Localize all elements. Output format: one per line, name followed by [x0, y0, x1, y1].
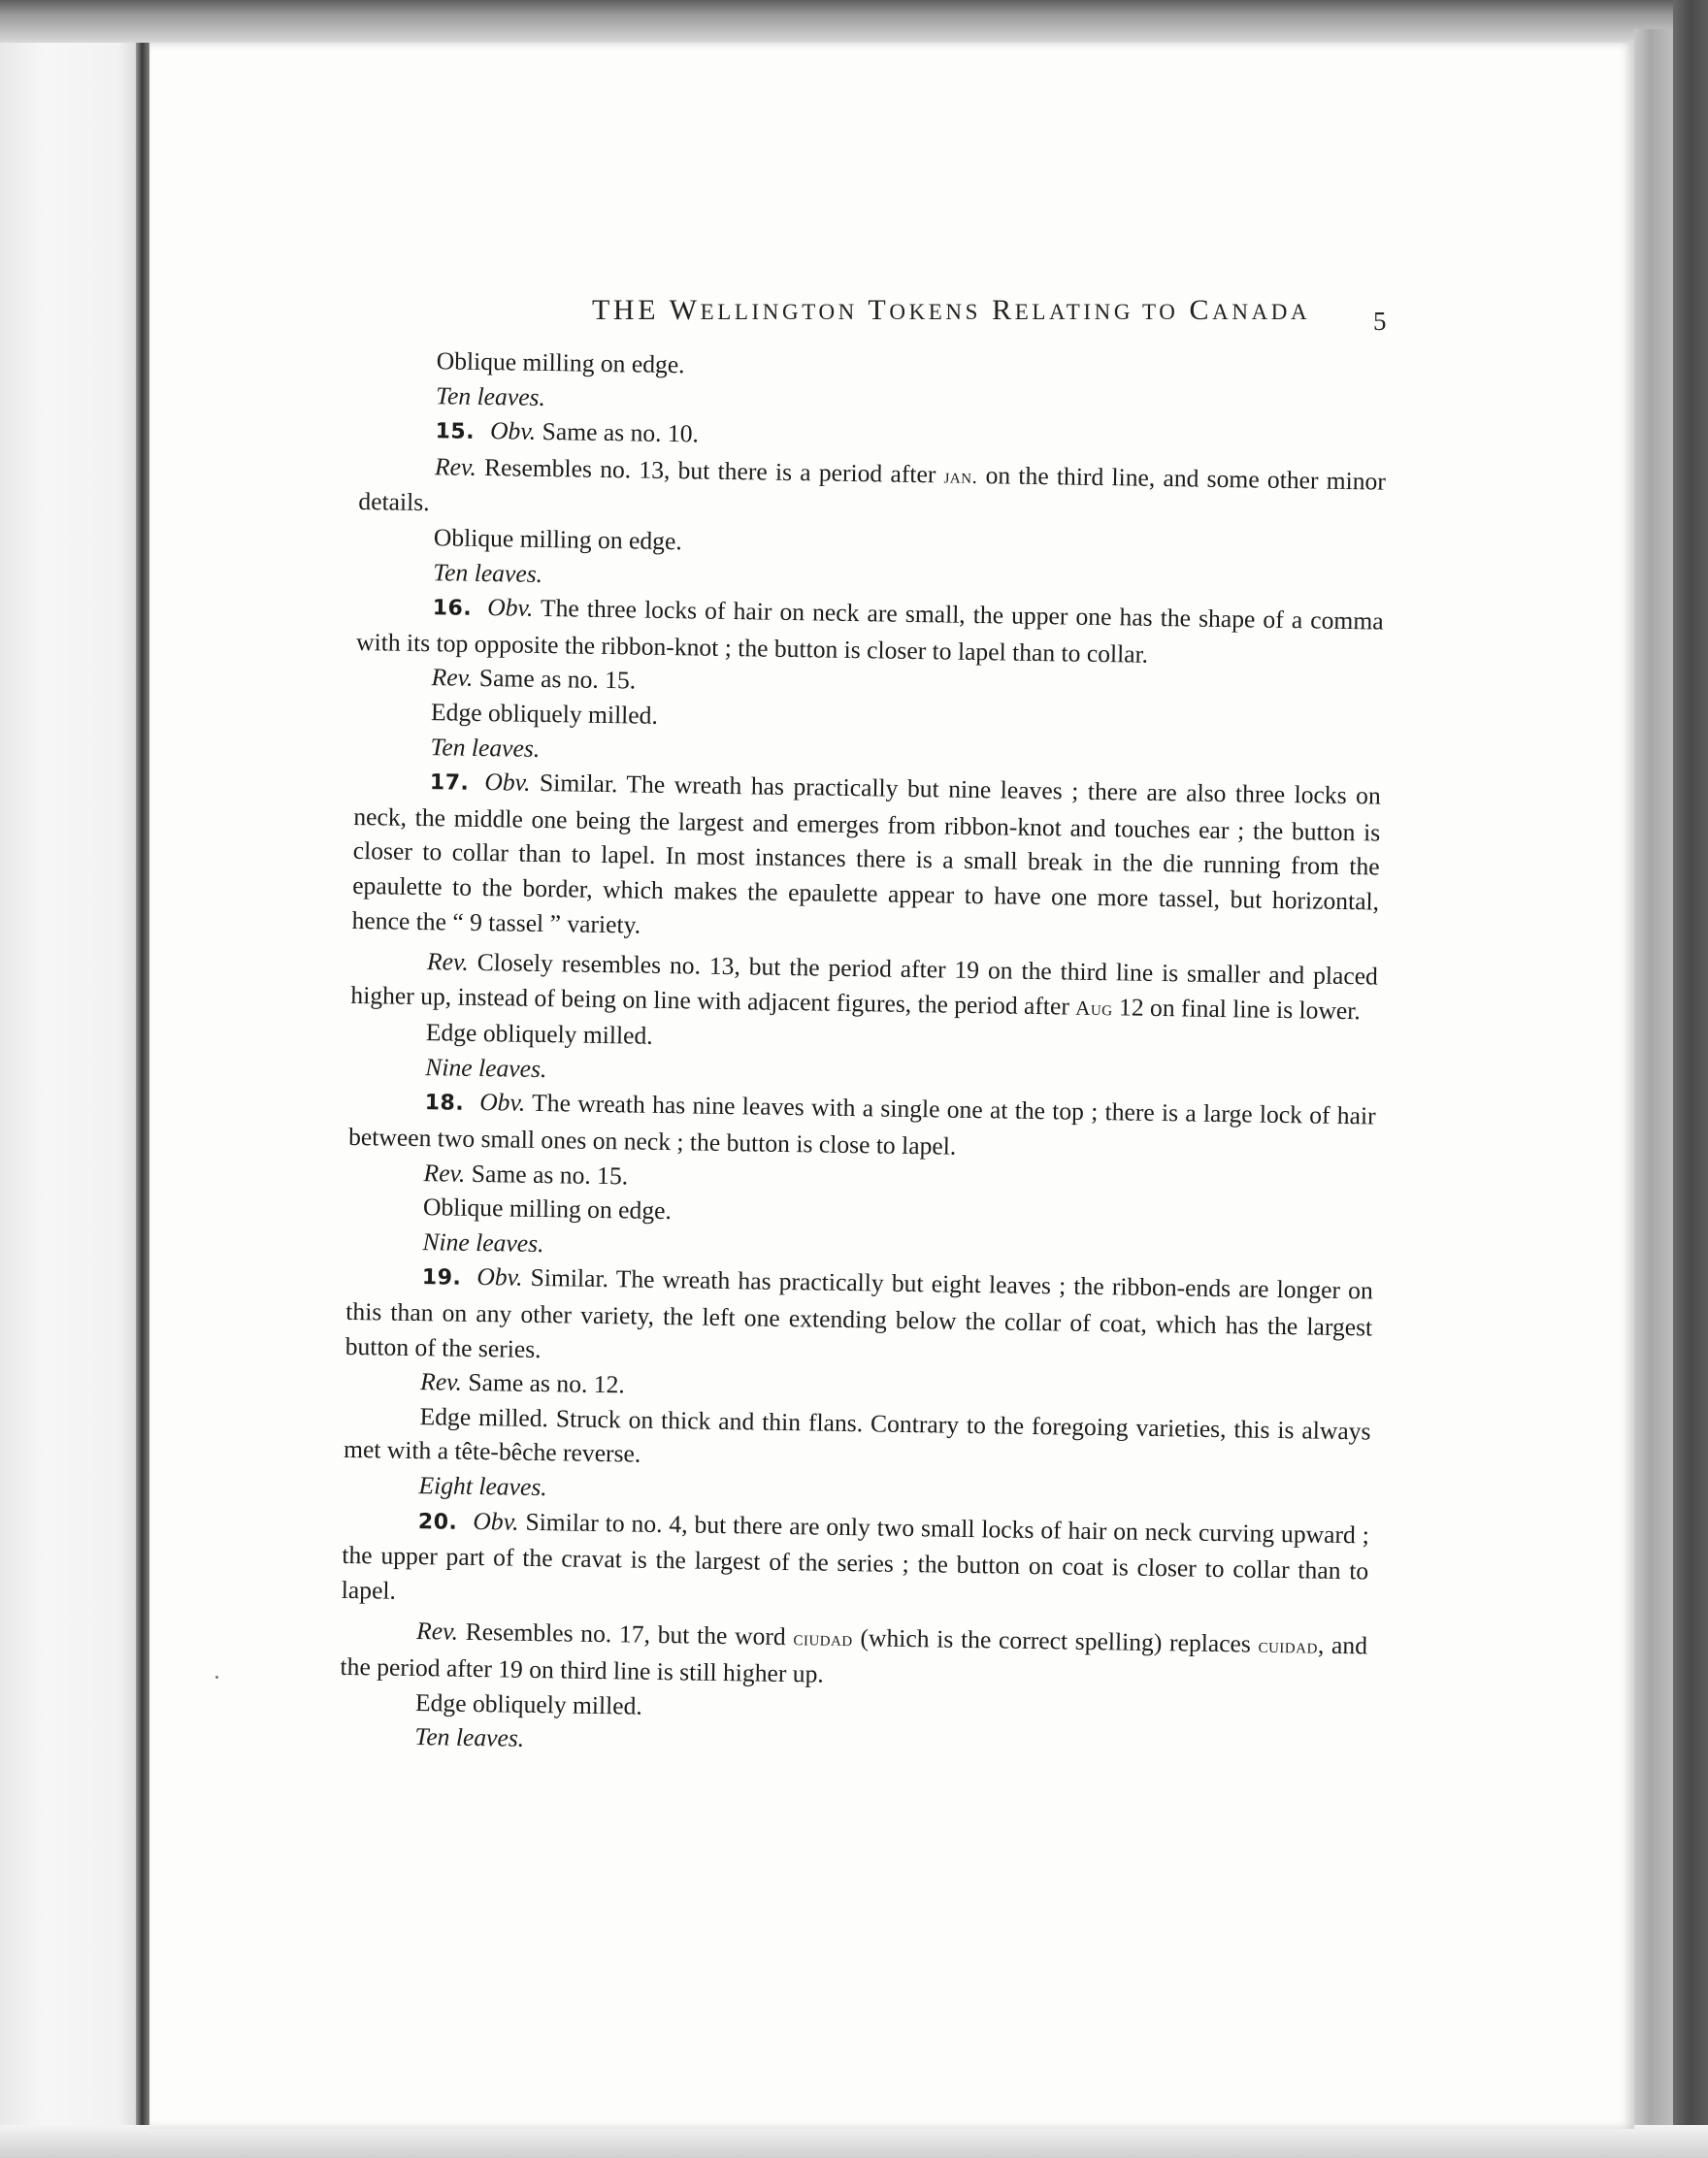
running-head-part: ELATING [1014, 300, 1134, 324]
text-run: Oblique milling on edge. [422, 1193, 673, 1226]
leaf-count: Nine leaves. [422, 1226, 544, 1258]
running-head-part: C [1178, 294, 1213, 326]
scan-top-edge [0, 0, 1708, 43]
text-run: Similar to no. 4, but there are only two small locks of hair on neck curving upward ; the upper part of the cravat is the largest of the series ; the button on coat is closer to collar than to lapel. [341, 1507, 1370, 1605]
text-run: Resembles no. 17, but the word [457, 1618, 794, 1651]
obverse-label: Obv. [486, 593, 534, 622]
obverse-label: Obv. [484, 768, 531, 797]
entry-number: 17. [429, 770, 470, 796]
text-run: 12 on final line is lower. [1112, 992, 1362, 1025]
entry-number: 18. [424, 1091, 465, 1117]
text-run: Same as no. 15. [465, 1159, 629, 1191]
entry-number: 19. [421, 1265, 462, 1292]
body-text [339, 343, 1388, 1769]
leaf-count: Ten leaves. [414, 1722, 525, 1752]
entry-number: 15. [435, 419, 476, 445]
page-number: 5 [1373, 307, 1387, 336]
running-head-part: T [857, 294, 890, 326]
running-head-part: TO [1133, 300, 1179, 324]
text-run: Edge obliquely milled. [430, 698, 659, 730]
reverse-label: Rev. [415, 1617, 459, 1647]
text-run: Same as no. 12. [461, 1367, 626, 1399]
page-fore-edge [1634, 29, 1673, 2135]
text-run: Edge obliquely milled. [425, 1018, 653, 1051]
book-cover-edge [1673, 0, 1708, 2158]
running-head-part: ELLINGTON [700, 300, 858, 324]
book-gutter [136, 0, 149, 2158]
text-run: Similar. The wreath has practically but eight leaves ; the ribbon-ends are longer on this than on any other variety, the left one extending below the collar of coat, which has the largest button of the series. [345, 1263, 1374, 1363]
reverse-label: Rev. [434, 451, 477, 481]
text-run: Resembles no. 13, but there is a period after [476, 452, 944, 489]
text-run: (which is the correct spelling) replaces [852, 1623, 1259, 1659]
facing-page-edge [0, 0, 148, 2158]
text-run: Edge obliquely milled. [414, 1687, 643, 1720]
entry-20 [342, 1501, 1370, 1622]
small-caps-word: cuidad [1258, 1634, 1319, 1659]
reverse-label: Rev. [431, 663, 474, 693]
dust-speck [215, 1676, 218, 1679]
leaf-count: Ten leaves. [430, 732, 541, 763]
reverse-label: Rev. [426, 947, 470, 976]
running-head-part: THE W [592, 294, 701, 326]
running-head-part: R [981, 294, 1015, 326]
entry-number: 20. [417, 1509, 458, 1535]
text-run: Edge milled. Struck on thick and thin flans. Contrary to the foregoing varieties, this is always met with a tête-bêche reverse. [343, 1401, 1371, 1469]
text-run: , and the period after 19 on third line is still higher up. [340, 1631, 1368, 1688]
text-run: Same as no. 15. [473, 664, 637, 695]
leaf-count: Eight leaves. [418, 1471, 547, 1502]
text-run: Closely resembles no. 13, but the period after 19 on the third line is smaller and placed higher up, instead of being on line with adjacent figures, the period after [350, 947, 1379, 1021]
text-run: on the third line, and some other minor details. [358, 460, 1387, 517]
text-run: The three locks of hair on neck are small, the upper one has the shape of a comma with its top opposite the ribbon-knot ; the button is closer to lapel than to collar. [355, 593, 1384, 669]
text-run: Same as no. 10. [535, 417, 700, 448]
scan-bottom-edge [0, 2125, 1708, 2158]
small-caps-word: jan. [943, 464, 978, 488]
running-head-part: ANADA [1212, 300, 1311, 324]
entry-19 [345, 1258, 1373, 1379]
obverse-label: Obv. [476, 1262, 523, 1292]
leaf-count: Nine leaves. [425, 1053, 547, 1083]
text-run: Similar. The wreath has practically but nine leaves ; there are also three locks on neck, the middle one being the largest and emerges from ribbon-knot and touches ear ; the button is closer to collar than to lapel. In most instances there is a small break in the die running from the epaulette to the border, which makes the epaulette appear to have one more tassel, but horizontal, hence the “ 9 tassel ” variety. [351, 768, 1382, 939]
running-head-part: OKENS [889, 300, 982, 324]
obverse-label: Obv. [473, 1506, 519, 1536]
leaf-count: Ten leaves. [435, 380, 546, 411]
entry-number: 16. [432, 596, 473, 621]
leaf-count: Ten leaves. [433, 557, 543, 588]
obverse-label: Obv. [489, 416, 537, 446]
text-run: The wreath has nine leaves with a single one at the top ; there is a large lock of hair between two small ones on neck ; the button is close to lapel. [347, 1089, 1376, 1161]
running-head [592, 294, 1311, 327]
reverse-label: Rev. [423, 1158, 466, 1188]
small-caps-word: Aug [1075, 996, 1113, 1020]
reverse-label: Rev. [419, 1367, 463, 1396]
text-run: Oblique milling on edge. [433, 523, 682, 556]
small-caps-word: ciudad [793, 1626, 853, 1651]
text-run: Oblique milling on edge. [436, 346, 685, 379]
entry-17 [351, 763, 1381, 954]
obverse-label: Obv. [478, 1088, 526, 1118]
